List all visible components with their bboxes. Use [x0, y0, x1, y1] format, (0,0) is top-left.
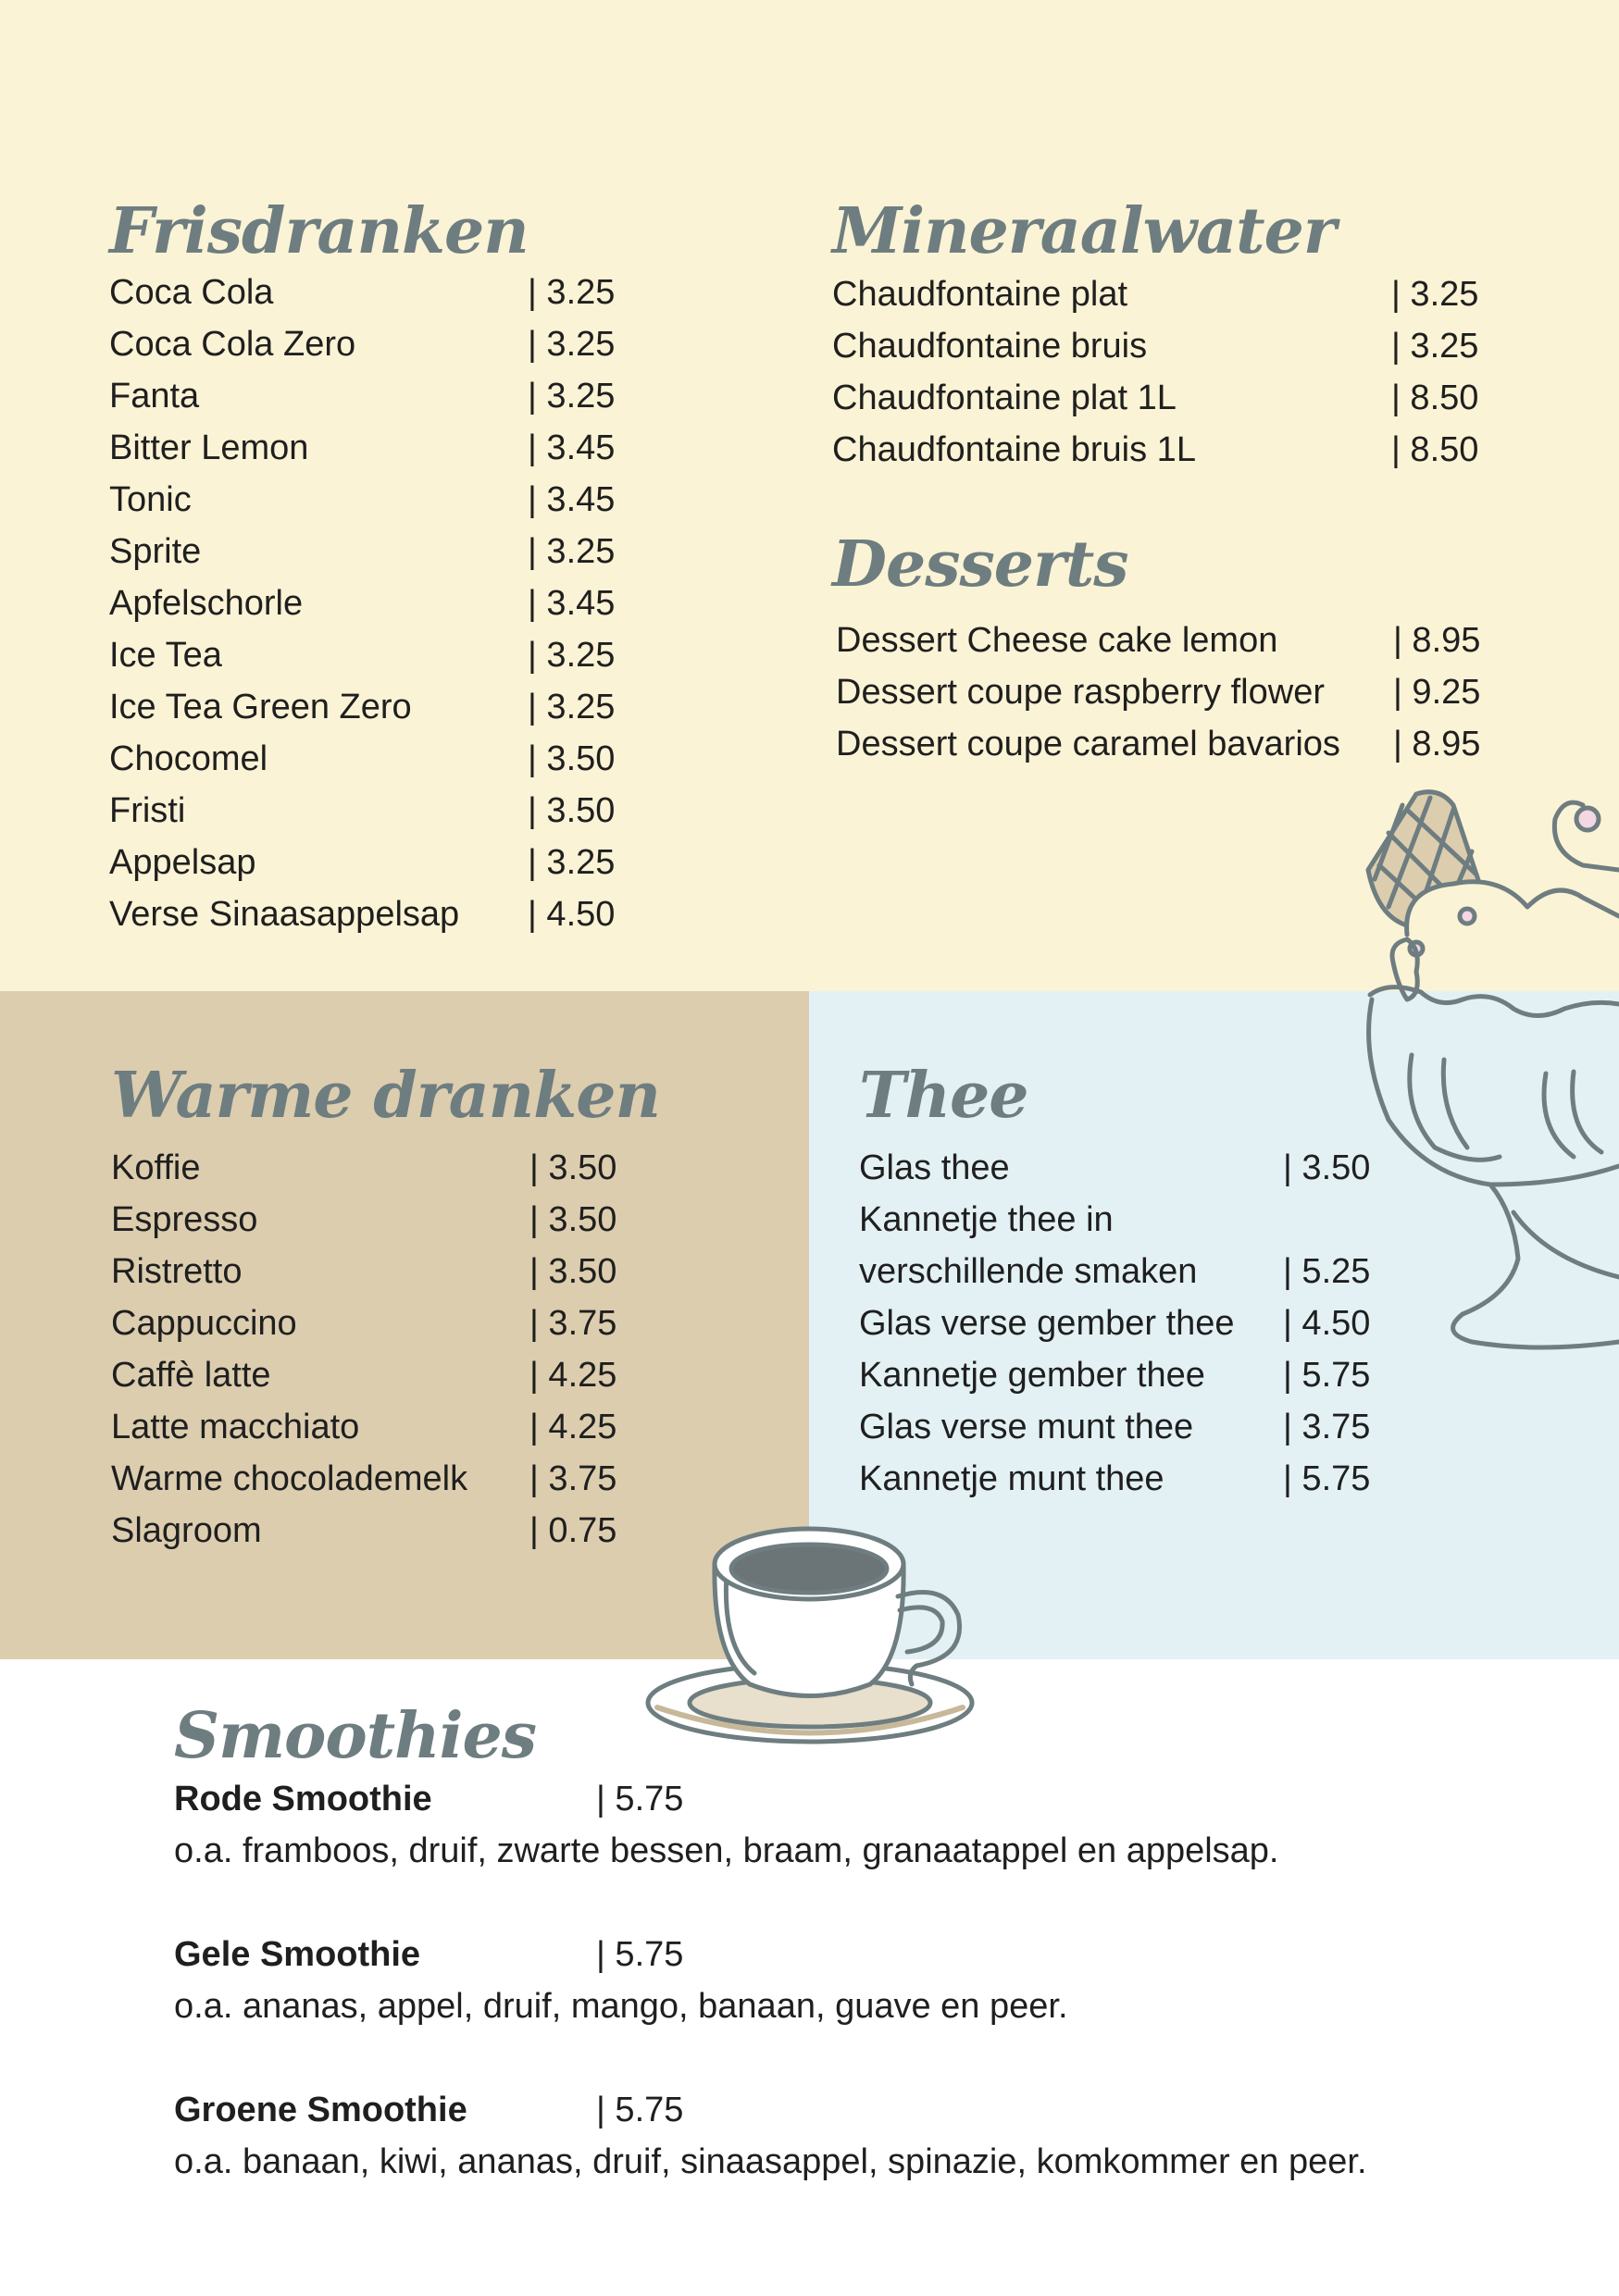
section-thee — [859, 1059, 1371, 1505]
menu-item-price: | 3.75 — [529, 1459, 617, 1498]
menu-item-name: Cappuccino — [111, 1304, 297, 1343]
menu-list-frisdranken — [109, 267, 616, 940]
section-smoothies — [174, 1699, 1367, 2240]
menu-item-price: | 3.75 — [529, 1304, 617, 1343]
menu-item — [109, 318, 616, 370]
menu-item-name: Latte macchiato — [111, 1408, 360, 1446]
menu-item — [111, 1349, 660, 1401]
menu-item — [109, 888, 616, 940]
menu-item-price: | 3.45 — [528, 584, 616, 623]
menu-item-name: Ice Tea — [109, 636, 222, 675]
menu-item-name: Sprite — [109, 532, 202, 571]
menu-item-price: | 5.75 — [1283, 1356, 1371, 1395]
menu-item-price: | 3.50 — [528, 791, 616, 830]
menu-item-name: Slagroom — [111, 1511, 262, 1550]
menu-item — [832, 424, 1479, 476]
section-desserts — [832, 527, 1481, 770]
menu-list-warme-dranken — [111, 1142, 660, 1557]
menu-item — [109, 577, 616, 629]
smoothie-description: o.a. banaan, kiwi, ananas, druif, sinaasappel, spinazie, komkommer en peer. — [174, 2142, 1367, 2181]
menu-item-price: | 3.50 — [529, 1252, 617, 1291]
section-title-mineraalwater: Mineraalwater — [832, 194, 1336, 268]
menu-item-price: | 8.95 — [1393, 725, 1481, 763]
menu-item — [109, 267, 616, 318]
menu-item-name: Espresso — [111, 1200, 258, 1239]
smoothie-header — [174, 2084, 1367, 2136]
menu-item — [111, 1142, 660, 1194]
section-warme-dranken — [111, 1059, 660, 1557]
smoothie-description: o.a. ananas, appel, druif, mango, banaan, guave en peer. — [174, 1987, 1068, 2026]
menu-item-name: Chaudfontaine plat 1L — [832, 379, 1177, 417]
menu-item-price: | 3.25 — [528, 532, 616, 571]
menu-item — [109, 422, 616, 474]
smoothie-price: | 5.75 — [596, 1935, 684, 1974]
menu-item — [832, 268, 1479, 320]
menu-item-name: Dessert Cheese cake lemon — [836, 621, 1278, 660]
menu-item-price: | 8.95 — [1393, 621, 1481, 660]
menu-item-name: Dessert coupe caramel bavarios — [836, 725, 1340, 763]
menu-item — [859, 1142, 1371, 1194]
menu-item — [836, 718, 1481, 770]
smoothie-description: o.a. framboos, druif, zwarte bessen, braam, granaatappel en appelsap. — [174, 1831, 1279, 1870]
menu-item — [111, 1401, 660, 1453]
menu-item-price: | 3.50 — [529, 1200, 617, 1239]
menu-item — [109, 681, 616, 733]
menu-item-name: Kannetje munt thee — [859, 1459, 1164, 1498]
menu-item-price: | 3.45 — [528, 480, 616, 519]
menu-item-price: | 3.25 — [528, 636, 616, 675]
smoothie-item — [174, 1929, 1367, 2032]
menu-item — [859, 1349, 1371, 1401]
menu-item-name: Coca Cola Zero — [109, 325, 356, 364]
menu-item — [859, 1194, 1114, 1246]
section-mineraalwater — [832, 194, 1479, 476]
menu-item-name: Chaudfontaine plat — [832, 275, 1128, 314]
menu-item — [859, 1297, 1371, 1349]
menu-item-price: | 3.25 — [528, 325, 616, 364]
menu-item-price: | 3.75 — [1283, 1408, 1371, 1446]
menu-item-price: | 4.25 — [529, 1408, 617, 1446]
menu-item-name: Tonic — [109, 480, 192, 519]
menu-item-name: Bitter Lemon — [109, 428, 309, 467]
menu-item-price: | 4.25 — [529, 1356, 617, 1395]
section-title-frisdranken: Frisdranken — [109, 194, 529, 268]
menu-item — [836, 666, 1481, 718]
menu-item-name: Warme chocolademelk — [111, 1459, 468, 1498]
menu-item — [832, 372, 1479, 424]
menu-item-name: Apfelschorle — [109, 584, 304, 623]
smoothie-item — [174, 2084, 1367, 2188]
menu-list-desserts — [832, 614, 1481, 770]
menu-item-price: | 5.25 — [1283, 1252, 1371, 1291]
menu-item-price: | 3.25 — [1391, 275, 1479, 314]
section-title-warme-dranken: Warme dranken — [111, 1059, 660, 1133]
menu-item-name: Glas verse gember thee — [859, 1304, 1235, 1343]
menu-item — [832, 320, 1479, 372]
menu-item-name: Fristi — [109, 791, 186, 830]
menu-item-name: Fanta — [109, 377, 200, 416]
menu-item-price: | 3.25 — [1391, 327, 1479, 366]
menu-item-name: Kannetje gember thee — [859, 1356, 1205, 1395]
menu-item-name: Chaudfontaine bruis — [832, 327, 1148, 366]
menu-item-name: Glas thee — [859, 1148, 1010, 1187]
smoothie-item — [174, 1773, 1367, 1877]
smoothie-header — [174, 1773, 1367, 1825]
menu-item — [111, 1194, 660, 1246]
menu-item-name: Appelsap — [109, 843, 256, 882]
menu-item-price: | 3.50 — [528, 739, 616, 778]
menu-item-price: | 3.25 — [528, 688, 616, 726]
menu-item — [109, 837, 616, 888]
menu-list-thee — [859, 1142, 1371, 1505]
menu-item-price: | 3.45 — [528, 428, 616, 467]
menu-item-price: | 0.75 — [529, 1511, 617, 1550]
menu-item-name: Ristretto — [111, 1252, 243, 1291]
menu-item-name: Kannetje thee in — [859, 1200, 1114, 1239]
menu-item-price: | 3.50 — [529, 1148, 617, 1187]
menu-item — [109, 733, 616, 785]
menu-item-price: | 4.50 — [1283, 1304, 1371, 1343]
menu-item-name: Verse Sinaasappelsap — [109, 895, 460, 934]
menu-item — [111, 1505, 660, 1557]
menu-item-price: | 3.25 — [528, 843, 616, 882]
menu-item-name: Dessert coupe raspberry flower — [836, 673, 1325, 712]
menu-list-mineraalwater — [832, 268, 1479, 476]
section-title-thee: Thee — [859, 1059, 1028, 1133]
menu-item — [109, 629, 616, 681]
menu-item-name: Ice Tea Green Zero — [109, 688, 412, 726]
smoothie-price: | 5.75 — [596, 2091, 684, 2129]
menu-item-price: | 5.75 — [1283, 1459, 1371, 1498]
menu-item-price: | 3.25 — [528, 273, 616, 312]
menu-item-price: | 3.25 — [528, 377, 616, 416]
menu-item-name: verschillende smaken — [859, 1252, 1198, 1291]
menu-item — [111, 1453, 660, 1505]
menu-item-name: Chaudfontaine bruis 1L — [832, 430, 1196, 469]
menu-item — [109, 526, 616, 577]
menu-item-name: Koffie — [111, 1148, 201, 1187]
menu-item — [111, 1297, 660, 1349]
ice-cream-coupe-icon — [1351, 777, 1619, 1444]
menu-item — [109, 474, 616, 526]
smoothie-name: Rode Smoothie — [174, 1780, 432, 1818]
menu-item — [109, 370, 616, 422]
smoothie-list — [174, 1773, 1367, 2188]
section-frisdranken — [109, 194, 616, 940]
menu-item — [836, 614, 1481, 666]
section-title-desserts: Desserts — [832, 527, 1128, 602]
menu-item-name: Chocomel — [109, 739, 268, 778]
menu-item — [859, 1453, 1371, 1505]
menu-item — [111, 1246, 660, 1297]
menu-item — [109, 785, 616, 837]
menu-item-price: | 9.25 — [1393, 673, 1481, 712]
menu-item-price: | 4.50 — [528, 895, 616, 934]
menu-item-name: Caffè latte — [111, 1356, 271, 1395]
menu-item — [859, 1246, 1371, 1297]
smoothie-price: | 5.75 — [596, 1780, 684, 1818]
smoothie-name: Gele Smoothie — [174, 1935, 421, 1974]
menu-item-price: | 3.50 — [1283, 1148, 1371, 1187]
smoothie-name: Groene Smoothie — [174, 2091, 467, 2129]
menu-item-price: | 8.50 — [1391, 430, 1479, 469]
smoothie-header — [174, 1929, 1367, 1980]
menu-item — [859, 1401, 1371, 1453]
section-title-smoothies: Smoothies — [174, 1699, 536, 1773]
menu-item-name: Glas verse munt thee — [859, 1408, 1194, 1446]
menu-item-name: Coca Cola — [109, 273, 274, 312]
coffee-cup-icon — [639, 1518, 981, 1749]
menu-item-price: | 8.50 — [1391, 379, 1479, 417]
